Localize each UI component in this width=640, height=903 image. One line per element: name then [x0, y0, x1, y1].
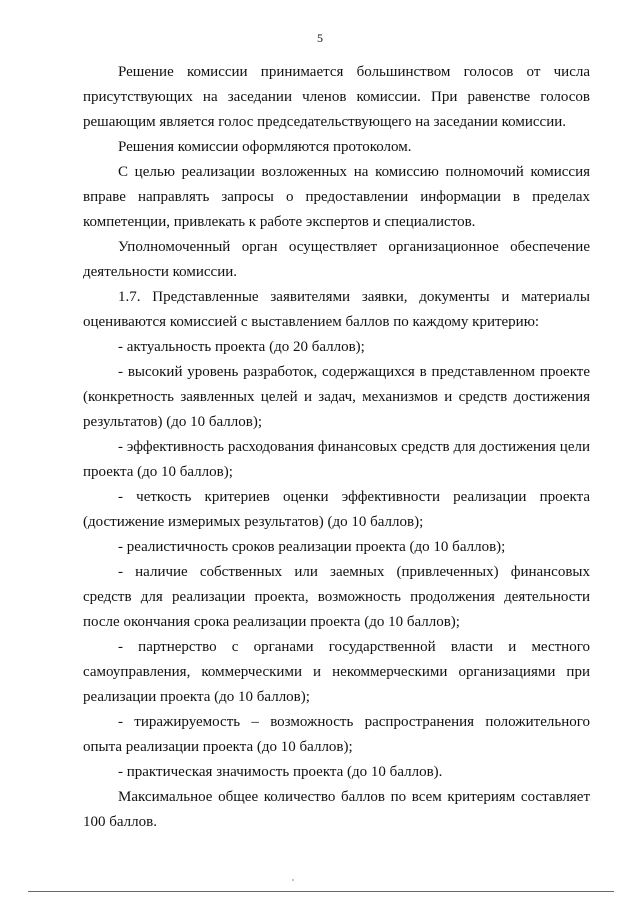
criterion-own-funds: - наличие собственных или заемных (привлеченных) финансовых средств для реализации проекта, возможность продолжения деятельности после окончания срока реализации проекта (до 10 баллов); [83, 564, 590, 630]
criterion-replicability: - тиражируемость – возможность распространения положительного опыта реализации проекта (до 10 баллов); [83, 714, 590, 755]
criterion-partnership: - партнерство с органами государственной власти и местного самоуправления, коммерческими и некоммерческими организациями при реализации проекта (до 10 баллов); [83, 639, 590, 705]
paragraph-section-1-7: 1.7. Представленные заявителями заявки, документы и материалы оцениваются комиссией с выставлением баллов по каждому критерию: [83, 289, 590, 330]
criterion-realistic-timing: - реалистичность сроков реализации проекта (до 10 баллов); [118, 539, 506, 555]
paragraph-requests: С целью реализации возложенных на комиссию полномочий комиссия вправе направлять запросы о предоставлении информации в пределах компетенции, привлекать к работе экспертов и специалистов. [83, 164, 590, 230]
page-number: 5 [317, 31, 323, 45]
criterion-evaluation-clarity: - четкость критериев оценки эффективности реализации проекта (достижение измеримых результатов) (до 10 баллов); [83, 489, 590, 530]
paragraph-max-score: Максимальное общее количество баллов по всем критериям составляет 100 баллов. [83, 789, 590, 830]
paragraph-protocol: Решения комиссии оформляются протоколом. [118, 139, 412, 155]
criterion-practical-significance: - практическая значимость проекта (до 10 баллов). [118, 764, 443, 780]
paragraph-authorized-body: Уполномоченный орган осуществляет организационное обеспечение деятельности комиссии. [83, 239, 590, 280]
criterion-financial-efficiency: - эффективность расходования финансовых средств для достижения цели проекта (до 10 баллов); [83, 439, 590, 480]
criterion-relevance: - актуальность проекта (до 20 баллов); [118, 339, 365, 355]
scan-artifact-dot [292, 879, 294, 881]
paragraph-commission-decision: Решение комиссии принимается большинством голосов от числа присутствующих на заседании членов комиссии. При равенстве голосов решающим является голос председательствующего на заседании комиссии. [83, 64, 590, 130]
footer-rule [28, 891, 614, 892]
document-body [83, 60, 590, 835]
criterion-development-level: - высокий уровень разработок, содержащихся в представленном проекте (конкретность заявленных целей и задач, механизмов и средств достижения результатов) (до 10 баллов); [83, 364, 590, 430]
